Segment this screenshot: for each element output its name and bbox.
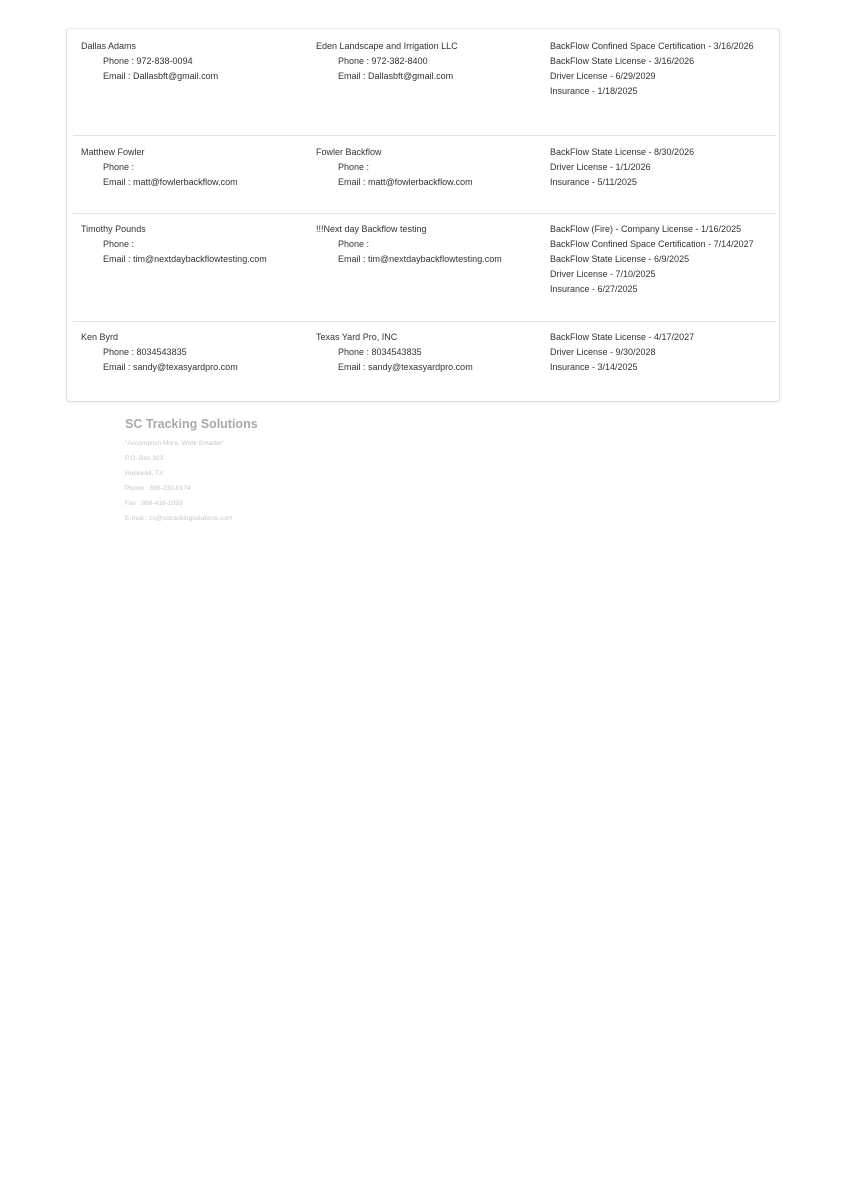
- footer-tagline: "Accomplish More, Work Smarter": [125, 440, 225, 447]
- license-item: BackFlow State License - 3/16/2026: [550, 55, 695, 66]
- footer-address-line1: P.O. Box 323: [125, 455, 164, 462]
- table-row: [73, 322, 776, 400]
- contact-cell: [81, 39, 309, 84]
- footer-address-line2: Rockwall, TX: [125, 470, 164, 477]
- contact-phone: Phone :: [103, 238, 135, 249]
- contact-phone: Phone : 8034543835: [103, 346, 187, 357]
- license-item: BackFlow State License - 6/9/2025: [550, 253, 690, 264]
- company-phone: Phone :: [338, 161, 370, 172]
- company-phone: Phone :: [338, 238, 370, 249]
- license-item: Driver License - 9/30/2028: [550, 346, 656, 357]
- company-name: Fowler Backflow: [316, 147, 382, 157]
- license-item: BackFlow Confined Space Certification - 7/14/2027: [550, 238, 754, 249]
- licenses-cell: [550, 145, 775, 190]
- license-item: Driver License - 1/1/2026: [550, 161, 651, 172]
- license-item: Insurance - 3/14/2025: [550, 361, 638, 372]
- footer-phone: Phone : 888-232-0174: [125, 485, 191, 492]
- contact-name: Timothy Pounds: [81, 224, 146, 234]
- company-email: Email : matt@fowlerbackflow.com: [338, 176, 473, 187]
- license-item: Driver License - 6/29/2029: [550, 70, 656, 81]
- table-row: [73, 136, 776, 214]
- company-cell: [316, 330, 544, 375]
- contact-phone: Phone :: [103, 161, 135, 172]
- licenses-cell: [550, 39, 775, 99]
- company-email: Email : sandy@texasyardpro.com: [338, 361, 473, 372]
- footer-fax: Fax : 866-416-1093: [125, 500, 183, 507]
- table-row: [73, 214, 776, 322]
- contact-name: Dallas Adams: [81, 41, 137, 51]
- contact-name: Matthew Fowler: [81, 147, 145, 157]
- license-item: BackFlow State License - 4/17/2027: [550, 332, 695, 342]
- contact-email: Email : Dallasbft@gmail.com: [103, 70, 219, 81]
- contact-email: Email : tim@nextdaybackflowtesting.com: [103, 253, 267, 264]
- company-cell: [316, 145, 544, 190]
- license-item: Driver License - 7/10/2025: [550, 268, 656, 279]
- company-email: Email : tim@nextdaybackflowtesting.com: [338, 253, 502, 264]
- license-item: Insurance - 1/18/2025: [550, 85, 638, 96]
- license-item: Insurance - 6/27/2025: [550, 283, 638, 294]
- company-email: Email : Dallasbft@gmail.com: [338, 70, 454, 81]
- company-footer: [125, 417, 258, 526]
- license-item: Insurance - 5/11/2025: [550, 176, 637, 187]
- contact-cell: [81, 222, 309, 267]
- licenses-cell: [550, 330, 775, 375]
- company-phone: Phone : 8034543835: [338, 346, 422, 357]
- contact-cell: [81, 330, 309, 375]
- contact-email: Email : sandy@texasyardpro.com: [103, 361, 238, 372]
- company-name: Texas Yard Pro, INC: [316, 332, 398, 342]
- footer-email: E-mail : cs@sctrackingsolutions.com: [125, 515, 233, 522]
- table-row: [73, 29, 776, 136]
- license-item: BackFlow Confined Space Certification - 3/16/2026: [550, 41, 754, 51]
- contacts-table: [66, 28, 780, 402]
- company-phone: Phone : 972-382-8400: [338, 55, 428, 66]
- footer-brand: SC Tracking Solutions: [125, 417, 258, 431]
- company-name: Eden Landscape and Irrigation LLC: [316, 41, 458, 51]
- company-cell: [316, 39, 544, 84]
- contact-phone: Phone : 972-838-0094: [103, 55, 193, 66]
- company-name: !!!Next day Backflow testing: [316, 224, 427, 234]
- contact-email: Email : matt@fowlerbackflow.com: [103, 176, 238, 187]
- contact-cell: [81, 145, 309, 190]
- contact-name: Ken Byrd: [81, 332, 119, 342]
- licenses-cell: [550, 222, 775, 297]
- company-cell: [316, 222, 544, 267]
- license-item: BackFlow State License - 8/30/2026: [550, 147, 695, 157]
- license-item: BackFlow (Fire) - Company License - 1/16/2025: [550, 224, 742, 234]
